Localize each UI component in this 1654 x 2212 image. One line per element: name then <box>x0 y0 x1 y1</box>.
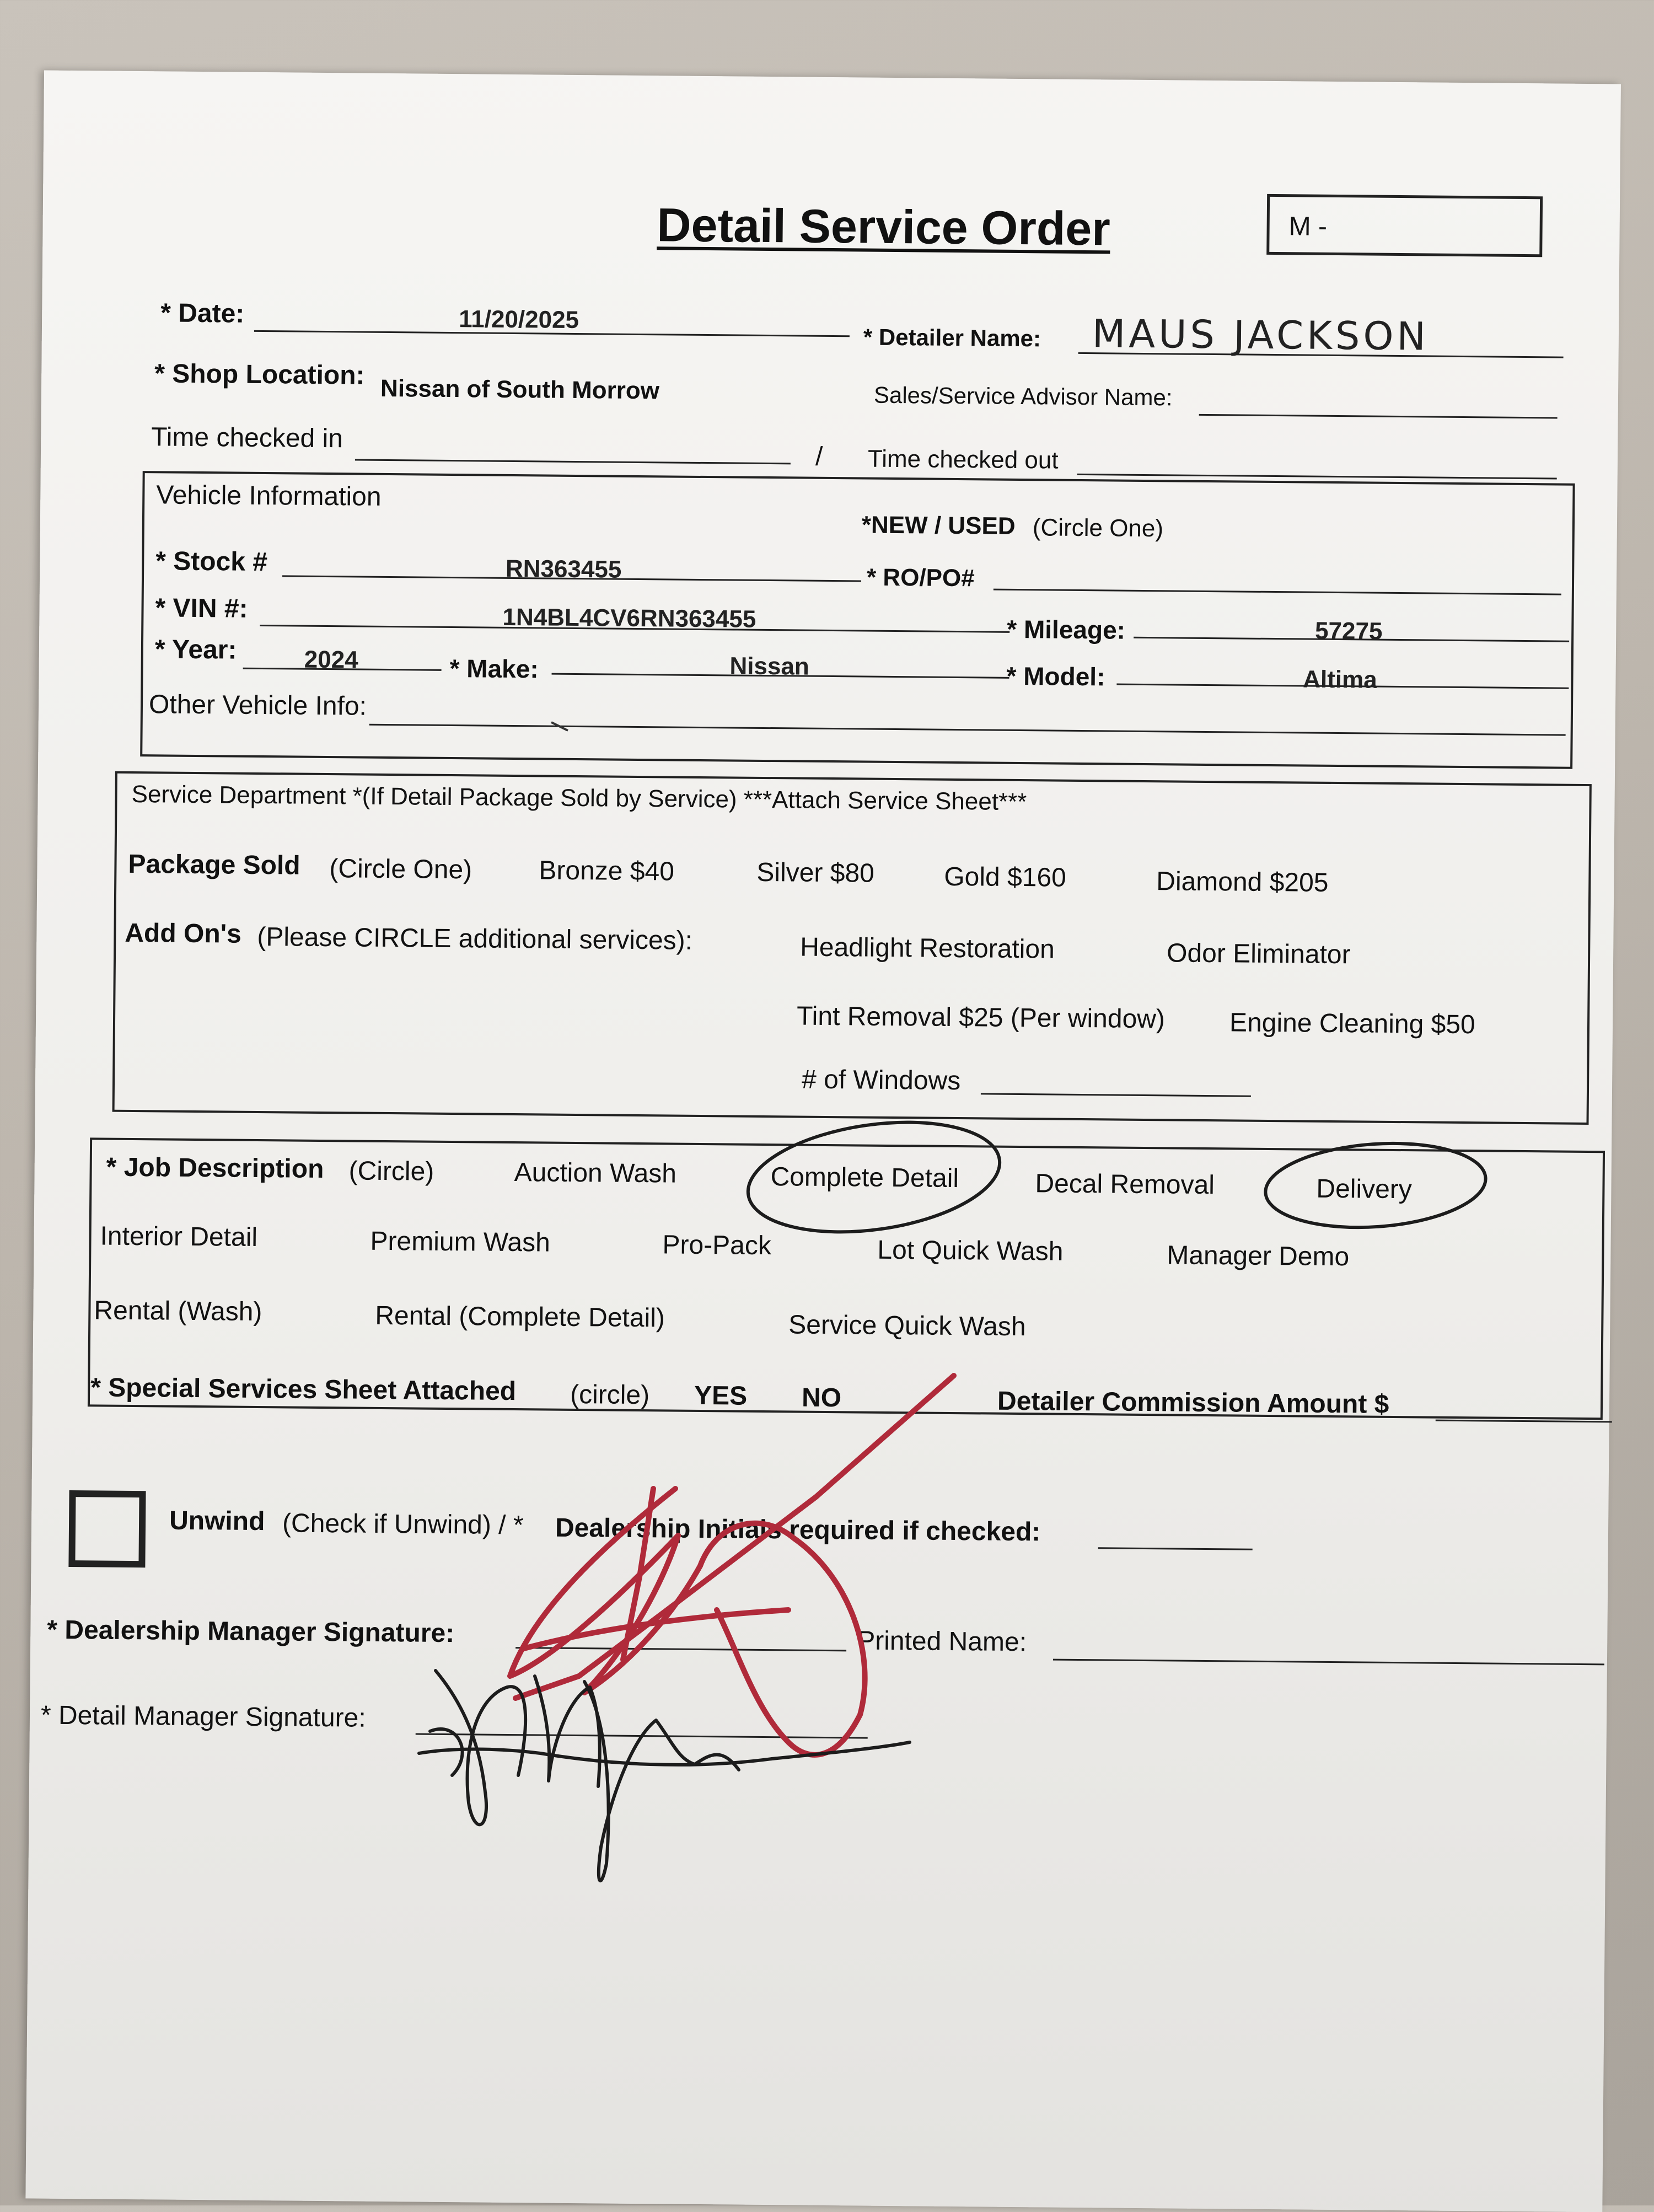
commission-line <box>1436 1420 1612 1423</box>
windows-label: # of Windows <box>801 1065 961 1096</box>
add-ons-label: Add On's <box>125 918 242 949</box>
vehicle-info-label: Vehicle Information <box>156 480 382 512</box>
job-description-label: * Job Description <box>106 1152 324 1184</box>
detail-manager-signature-line <box>416 1733 868 1739</box>
package-gold: Gold $160 <box>944 862 1067 893</box>
dealership-manager-signature-line <box>515 1647 846 1651</box>
detailer-name-label: * Detailer Name: <box>863 324 1041 352</box>
vin-label: * VIN #: <box>155 593 248 624</box>
job-rental-complete-detail: Rental (Complete Detail) <box>375 1301 665 1333</box>
job-description-note: (Circle) <box>348 1156 434 1186</box>
detailer-name-value: MAUS JACKSON <box>1092 311 1430 359</box>
job-manager-demo: Manager Demo <box>1167 1241 1350 1272</box>
job-service-quick-wash: Service Quick Wash <box>788 1310 1026 1342</box>
date-value: 11/20/2025 <box>459 305 579 334</box>
job-delivery: Delivery <box>1316 1174 1413 1205</box>
detail-manager-signature-label: * Detail Manager Signature: <box>40 1700 366 1733</box>
printed-name-label: Printed Name: <box>857 1626 1027 1657</box>
date-label: * Date: <box>160 298 245 329</box>
job-decal-removal: Decal Removal <box>1035 1169 1215 1200</box>
form-title: Detail Service Order <box>657 198 1111 256</box>
new-used-note: (Circle One) <box>1032 514 1164 543</box>
special-services-label: * Special Services Sheet Attached <box>90 1373 517 1406</box>
package-bronze: Bronze $40 <box>539 856 675 887</box>
unwind-label: Unwind <box>169 1506 265 1537</box>
mileage-value: 57275 <box>1314 617 1383 645</box>
addon-headlight: Headlight Restoration <box>799 932 1055 964</box>
special-services-no: NO <box>801 1383 842 1413</box>
add-ons-note: (Please CIRCLE additional services): <box>257 922 693 955</box>
model-label: * Model: <box>1006 661 1105 691</box>
stock-value: RN363455 <box>505 555 622 583</box>
unwind-checkbox[interactable] <box>68 1490 146 1567</box>
advisor-name-label: Sales/Service Advisor Name: <box>873 382 1173 411</box>
addon-tint: Tint Removal $25 (Per window) <box>796 1001 1166 1034</box>
printed-name-line <box>1053 1659 1604 1666</box>
make-label: * Make: <box>449 653 539 684</box>
commission-label: Detailer Commission Amount $ <box>997 1386 1389 1419</box>
service-header: Service Department *(If Detail Package Sold by Service) ***Attach Service Sheet*** <box>131 780 1027 816</box>
order-number-label: M - <box>1288 212 1328 241</box>
addon-odor: Odor Eliminator <box>1166 938 1351 970</box>
service-order-sheet <box>25 71 1621 2212</box>
job-lot-quick-wash: Lot Quick Wash <box>877 1235 1064 1266</box>
vin-value: 1N4BL4CV6RN363455 <box>502 603 756 633</box>
stock-label: * Stock # <box>155 546 268 577</box>
shop-location-label: * Shop Location: <box>154 359 365 390</box>
package-sold-note: (Circle One) <box>329 854 472 885</box>
year-value: 2024 <box>304 646 358 674</box>
special-services-note: (circle) <box>570 1379 650 1410</box>
job-complete-detail: Complete Detail <box>770 1162 959 1194</box>
year-label: * Year: <box>154 635 237 665</box>
dealership-initials-line <box>1098 1547 1253 1550</box>
time-out-line <box>1077 474 1557 480</box>
package-sold-label: Package Sold <box>128 849 300 880</box>
addon-engine: Engine Cleaning $50 <box>1229 1008 1475 1040</box>
time-in-label: Time checked in <box>151 422 343 454</box>
time-separator: / <box>815 442 823 471</box>
other-vehicle-info-label: Other Vehicle Info: <box>148 690 367 721</box>
package-diamond: Diamond $205 <box>1156 867 1329 898</box>
package-silver: Silver $80 <box>756 857 875 888</box>
make-value: Nissan <box>729 652 810 680</box>
job-rental-wash: Rental (Wash) <box>94 1296 262 1327</box>
job-auction-wash: Auction Wash <box>514 1158 677 1189</box>
ro-po-label: * RO/PO# <box>866 563 975 592</box>
job-interior-detail: Interior Detail <box>100 1221 258 1252</box>
time-out-label: Time checked out <box>867 445 1059 474</box>
unwind-note: (Check if Unwind) / * <box>282 1508 524 1540</box>
job-premium-wash: Premium Wash <box>370 1226 551 1258</box>
shop-location-value: Nissan of South Morrow <box>380 374 660 405</box>
time-in-line <box>355 459 791 464</box>
mileage-label: * Mileage: <box>1007 614 1126 645</box>
dealership-manager-signature-label: * Dealership Manager Signature: <box>47 1615 455 1649</box>
special-services-yes: YES <box>694 1381 748 1411</box>
new-used-label: *NEW / USED <box>861 511 1016 540</box>
advisor-name-line <box>1199 414 1558 419</box>
job-pro-pack: Pro-Pack <box>662 1230 772 1261</box>
model-value: Altima <box>1303 665 1377 694</box>
dealership-initials-label: Dealership Initials required if checked: <box>555 1513 1041 1547</box>
